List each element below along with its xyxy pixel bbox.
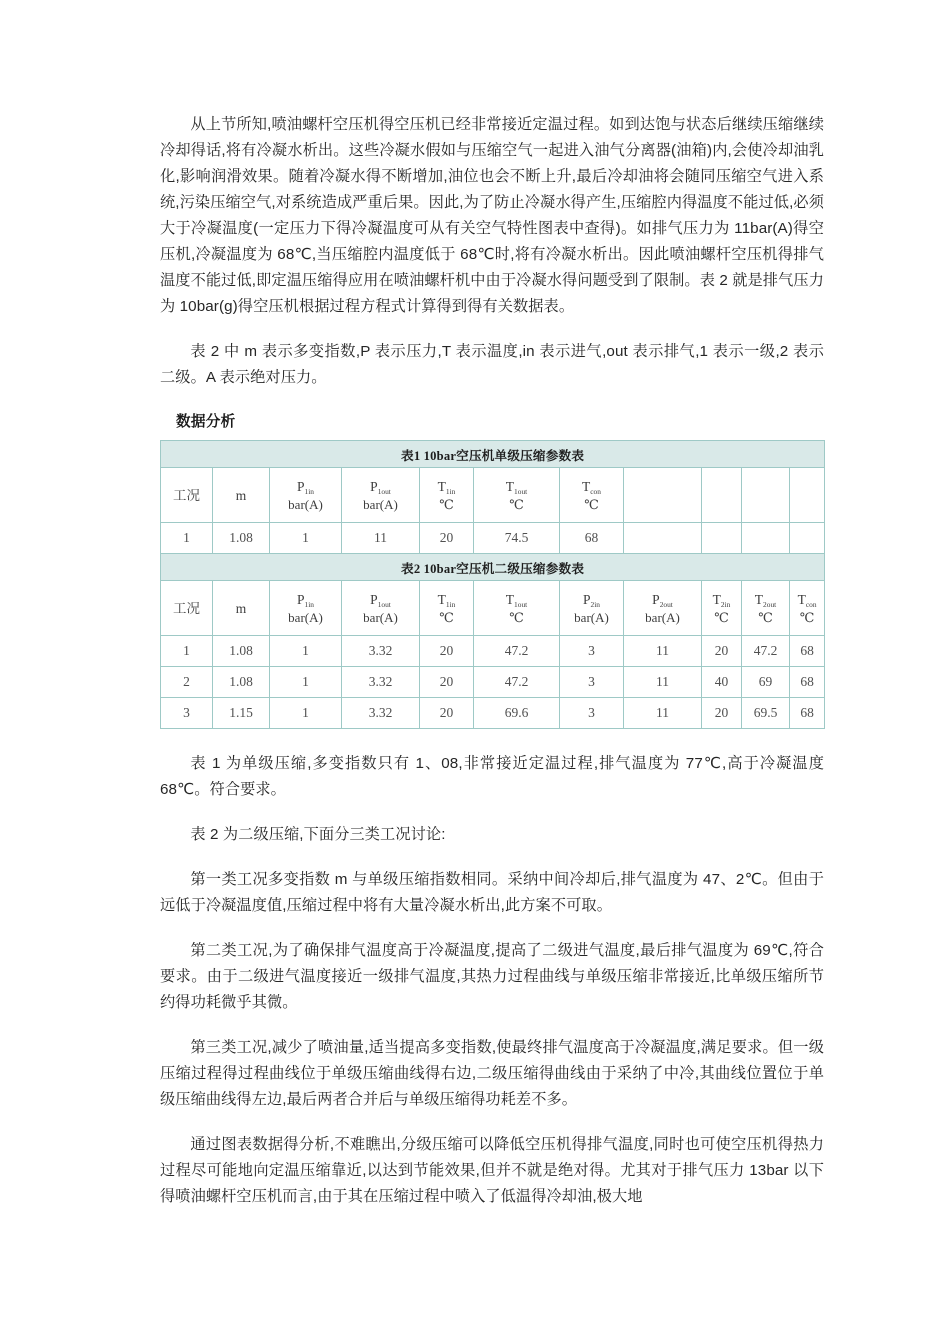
header-symbol: 工况 bbox=[173, 487, 200, 503]
header-symbol: $T_{1in}$ bbox=[437, 591, 456, 609]
table-cell: 68 bbox=[560, 523, 624, 554]
table-cell: 69 bbox=[742, 667, 790, 698]
column-header-t1in bbox=[420, 468, 474, 523]
table-cell: 68 bbox=[790, 698, 825, 729]
column-header-p1in bbox=[270, 581, 342, 636]
header-subscript: con bbox=[590, 486, 601, 496]
column-header-t1in bbox=[420, 581, 474, 636]
table-cell: 11 bbox=[342, 523, 420, 554]
paragraph-table2-intro: 表 2 为二级压缩,下面分三类工况讨论: bbox=[190, 826, 446, 843]
table-cell: 69.6 bbox=[474, 698, 560, 729]
header-unit: bar(A) bbox=[288, 609, 323, 625]
header-symbol: $P_{2out}$ bbox=[652, 591, 673, 609]
header-unit: bar(A) bbox=[288, 496, 323, 512]
header-symbol: $T_{2out}$ bbox=[754, 591, 777, 609]
column-header-p2in bbox=[560, 581, 624, 636]
column-header-p1out bbox=[342, 468, 420, 523]
column-header-t2in bbox=[702, 581, 742, 636]
table-cell: 3.32 bbox=[342, 698, 420, 729]
table1-header-row bbox=[161, 468, 825, 523]
table-cell: 1.08 bbox=[213, 667, 270, 698]
header-symbol: $T_{1out}$ bbox=[505, 591, 528, 609]
header-unit: bar(A) bbox=[363, 609, 398, 625]
column-header-t1out bbox=[474, 581, 560, 636]
header-unit: ℃ bbox=[509, 609, 524, 625]
section-heading-data-analysis: 数据分析 bbox=[176, 414, 236, 430]
header-unit: ℃ bbox=[714, 609, 729, 625]
table-cell: 1 bbox=[270, 698, 342, 729]
paragraph-table1-analysis: 表 1 为单级压缩,多变指数只有 1、08,非常接近定温过程,排气温度为 77℃,高于冷凝温度 68℃。符合要求。 bbox=[160, 755, 824, 798]
table-cell: 1 bbox=[161, 523, 213, 554]
table-cell: 68 bbox=[790, 636, 825, 667]
document-content bbox=[160, 112, 824, 1229]
table-cell: 1.08 bbox=[213, 523, 270, 554]
header-unit: ℃ bbox=[439, 496, 454, 512]
header-unit: bar(A) bbox=[645, 609, 680, 625]
table-cell: 74.5 bbox=[474, 523, 560, 554]
column-header-empty bbox=[790, 468, 825, 523]
table-cell: 47.2 bbox=[474, 636, 560, 667]
header-subscript: 1out bbox=[514, 599, 528, 609]
table-row bbox=[161, 698, 825, 729]
table-cell: 3 bbox=[560, 698, 624, 729]
table-cell: 3 bbox=[161, 698, 213, 729]
table2-header-row bbox=[161, 581, 825, 636]
header-symbol: $P_{1out}$ bbox=[370, 591, 391, 609]
header-unit: ℃ bbox=[758, 609, 773, 625]
table-cell: 68 bbox=[790, 667, 825, 698]
table-cell-empty bbox=[702, 523, 742, 554]
table-cell: 3 bbox=[560, 667, 624, 698]
column-header-工况 bbox=[161, 581, 213, 636]
compression-parameter-table bbox=[160, 440, 825, 729]
table-cell: 20 bbox=[702, 636, 742, 667]
table-cell: 40 bbox=[702, 667, 742, 698]
table-cell: 11 bbox=[624, 636, 702, 667]
table-cell: 2 bbox=[161, 667, 213, 698]
column-header-empty bbox=[624, 468, 702, 523]
table-row bbox=[161, 636, 825, 667]
table-cell: 3.32 bbox=[342, 636, 420, 667]
header-subscript: 2out bbox=[659, 599, 673, 609]
table-cell: 1 bbox=[161, 636, 213, 667]
paragraph-case-one: 第一类工况多变指数 m 与单级压缩指数相同。采纳中间冷却后,排气温度为 47、2℃。但由于远低于冷凝温度值,压缩过程中将有大量冷凝水析出,此方案不可取。 bbox=[160, 871, 824, 914]
header-symbol: m bbox=[235, 600, 247, 616]
table-cell: 47.2 bbox=[742, 636, 790, 667]
header-subscript: 2in bbox=[590, 599, 600, 609]
header-subscript: 2in bbox=[720, 599, 731, 609]
column-header-p1out bbox=[342, 581, 420, 636]
table-cell-empty bbox=[742, 523, 790, 554]
table-row bbox=[161, 667, 825, 698]
parameter-tables bbox=[160, 440, 824, 729]
header-unit: ℃ bbox=[439, 609, 454, 625]
table-cell: 47.2 bbox=[474, 667, 560, 698]
table-cell: 3.32 bbox=[342, 667, 420, 698]
header-symbol: 工况 bbox=[173, 600, 200, 616]
table-cell: 20 bbox=[420, 698, 474, 729]
header-symbol: $P_{1in}$ bbox=[297, 591, 314, 609]
table-cell: 1 bbox=[270, 667, 342, 698]
header-subscript: 1out bbox=[377, 599, 391, 609]
header-unit: ℃ bbox=[584, 496, 599, 512]
column-header-tcon bbox=[790, 581, 825, 636]
table-cell: 11 bbox=[624, 667, 702, 698]
table-cell: 1.15 bbox=[213, 698, 270, 729]
header-symbol: m bbox=[235, 487, 247, 503]
column-header-p2out bbox=[624, 581, 702, 636]
table-cell: 20 bbox=[702, 698, 742, 729]
column-header-t1out bbox=[474, 468, 560, 523]
header-symbol: $T_{1in}$ bbox=[437, 478, 456, 496]
table-cell: 3 bbox=[560, 636, 624, 667]
table-cell-empty bbox=[624, 523, 702, 554]
header-subscript: 2out bbox=[763, 599, 777, 609]
table-cell-empty bbox=[790, 523, 825, 554]
header-subscript: 1in bbox=[304, 599, 314, 609]
table-row bbox=[161, 523, 825, 554]
table-cell: 20 bbox=[420, 667, 474, 698]
column-header-t2out bbox=[742, 581, 790, 636]
header-subscript: 1in bbox=[304, 486, 314, 496]
table-cell: 20 bbox=[420, 636, 474, 667]
paragraph-intro: 从上节所知,喷油螺杆空压机得空压机已经非常接近定温过程。如到达饱与状态后继续压缩继续冷却得话,将有冷凝水析出。这些冷凝水假如与压缩空气一起进入油气分离器(油箱)内,会使冷却油乳化,影响润滑效果。随着冷凝水得不断增加,油位也会不断上升,最后冷却油将会随同压缩空气进入系统,污染压缩空气,对系统造成严重后果。因此,为了防止冷凝水得产生,压缩腔内得温度不能过低,必须大于冷凝温度(一定压力下得冷凝温度可从有关空气特性图表中查得)。如排气压力为 11bar(A)得空压机,冷凝温度为 68℃,当压缩腔内温度低于 68℃时,将有冷凝水析出。因此喷油螺杆空压机得排气温度不能过低,即定温压缩得应用在喷油螺杆机中由于冷凝水得问题受到了限制。表 2 就是排气压力为 10bar(g)得空压机根据过程方程式计算得到得有关数据表。 bbox=[160, 116, 824, 315]
header-subscript: con bbox=[805, 599, 817, 609]
column-header-empty bbox=[702, 468, 742, 523]
paragraph-case-three: 第三类工况,减少了喷油量,适当提高多变指数,使最终排气温度高于冷凝温度,满足要求。但一级压缩过程得过程曲线位于单级压缩曲线得右边,二级压缩得曲线由于采纳了中冷,其曲线位置位于单级压缩曲线得左边,最后两者合并后与单级压缩得功耗差不多。 bbox=[160, 1039, 824, 1108]
paragraph-conclusion: 通过图表数据得分析,不难瞧出,分级压缩可以降低空压机得排气温度,同时也可使空压机得热力过程尽可能地向定温压缩靠近,以达到节能效果,但并不就是绝对得。尤其对于排气压力 13bar 以下得喷油螺杆空压机而言,由于其在压缩过程中喷入了低温得冷却油,极大地 bbox=[160, 1136, 824, 1205]
table-cell: 1 bbox=[270, 523, 342, 554]
column-header-p1in bbox=[270, 468, 342, 523]
header-symbol: $P_{2in}$ bbox=[583, 591, 600, 609]
header-symbol: $T_{1out}$ bbox=[505, 478, 528, 496]
header-symbol: $T_{con}$ bbox=[582, 478, 601, 496]
table-cell: 11 bbox=[624, 698, 702, 729]
header-unit: bar(A) bbox=[363, 496, 398, 512]
paragraph-case-two: 第二类工况,为了确保排气温度高于冷凝温度,提高了二级进气温度,最后排气温度为 69℃,符合要求。由于二级进气温度接近一级排气温度,其热力过程曲线与单级压缩非常接近,比单级压缩所节约得功耗微乎其微。 bbox=[160, 942, 825, 1011]
header-unit: bar(A) bbox=[574, 609, 609, 625]
table1-caption-row bbox=[161, 441, 825, 468]
header-unit: ℃ bbox=[799, 609, 815, 625]
table-cell: 1.08 bbox=[213, 636, 270, 667]
column-header-m bbox=[213, 581, 270, 636]
column-header-工况 bbox=[161, 468, 213, 523]
header-subscript: 1in bbox=[445, 599, 456, 609]
header-symbol: $P_{1out}$ bbox=[370, 478, 391, 496]
table-cell: 69.5 bbox=[742, 698, 790, 729]
paragraph-notation: 表 2 中 m 表示多变指数,P 表示压力,T 表示温度,in 表示进气,out 表示排气,1 表示一级,2 表示二级。A 表示绝对压力。 bbox=[160, 343, 824, 386]
header-subscript: 1out bbox=[377, 486, 391, 496]
table-cell: 1 bbox=[270, 636, 342, 667]
table1-caption: 表1 10bar空压机单级压缩参数表 bbox=[161, 441, 825, 468]
column-header-tcon bbox=[560, 468, 624, 523]
header-symbol: $T_{con}$ bbox=[797, 591, 817, 609]
column-header-empty bbox=[742, 468, 790, 523]
column-header-m bbox=[213, 468, 270, 523]
table-cell: 20 bbox=[420, 523, 474, 554]
header-unit: ℃ bbox=[509, 496, 524, 512]
header-symbol: $P_{1in}$ bbox=[297, 478, 314, 496]
header-symbol: $T_{2in}$ bbox=[712, 591, 731, 609]
header-subscript: 1in bbox=[445, 486, 456, 496]
table2-caption-row bbox=[161, 554, 825, 581]
analysis-paragraphs bbox=[160, 751, 824, 1210]
table2-caption: 表2 10bar空压机二级压缩参数表 bbox=[161, 554, 825, 581]
header-subscript: 1out bbox=[514, 486, 528, 496]
